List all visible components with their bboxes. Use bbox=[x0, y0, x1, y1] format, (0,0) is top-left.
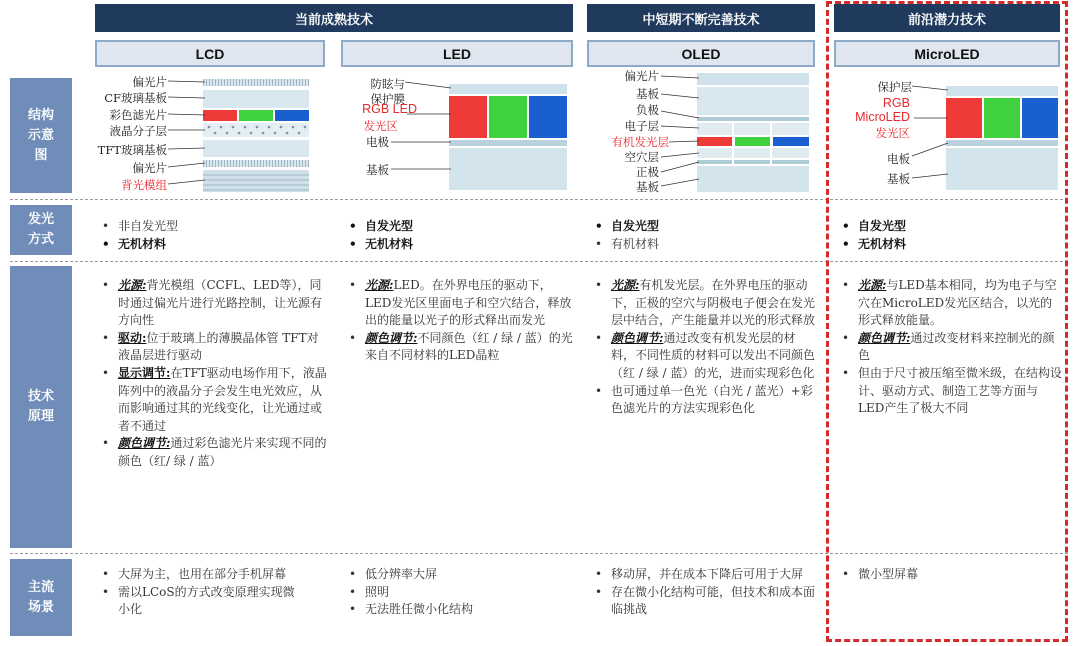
lcd-label-liquid-crystal: 液晶分子层 bbox=[109, 124, 167, 138]
tech-header-oled bbox=[587, 40, 815, 67]
principle-key: 光源: bbox=[858, 278, 887, 292]
principle-key: 颜色调节: bbox=[118, 436, 171, 451]
tech-title-lcd: LCD bbox=[195, 45, 225, 62]
principle-key: 驱动: bbox=[118, 330, 147, 345]
principle-text: 位于玻璃上的薄膜晶体管 TFT对液晶层进行驱动 bbox=[118, 330, 319, 363]
list-item: • 自发光型 bbox=[840, 218, 1060, 236]
oled-red-emitter bbox=[697, 137, 732, 146]
oled-principle-list bbox=[593, 277, 819, 418]
principle-key: 光源: bbox=[611, 278, 640, 292]
group-mature-header bbox=[95, 4, 573, 32]
oled-blue-emitter bbox=[773, 137, 809, 146]
oled-scenario-list bbox=[593, 566, 819, 619]
oled-substrate-top-layer bbox=[697, 87, 809, 115]
oled-label-polarizer: 偏光片 bbox=[624, 69, 659, 83]
lcd-cf-glass-layer bbox=[203, 90, 309, 108]
principle-key: 颜色调节: bbox=[858, 330, 911, 345]
list-item: • 有机材料 bbox=[593, 236, 813, 254]
principle-text: LED。在外界电压的驱动下，LED发光区里面电子和空穴结合，释放出的能量以光子的形式释出而发光 bbox=[365, 278, 572, 328]
row-label-emission bbox=[10, 205, 72, 255]
oled-electron-layer bbox=[697, 123, 809, 135]
lcd-label-color-filter: 彩色滤光片 bbox=[109, 108, 167, 122]
list-item: • 照明 bbox=[347, 584, 567, 602]
principle-text: 与LED基本相同，均为电子与空穴在MicroLED发光区结合，以光的形式释放能量。 bbox=[858, 278, 1057, 328]
oled-structure-diagram bbox=[587, 68, 815, 196]
led-blue-chip bbox=[529, 96, 567, 138]
led-label-electrode: 电极 bbox=[366, 135, 389, 149]
oled-label-substrate-bottom: 基板 bbox=[636, 180, 659, 194]
led-protect-film-layer bbox=[449, 84, 567, 94]
led-label-protect-1: 防眩与 bbox=[370, 77, 405, 91]
list-item bbox=[347, 277, 575, 330]
led-red-chip bbox=[449, 96, 487, 138]
led-green-chip bbox=[489, 96, 527, 138]
list-item: • 自发光型 bbox=[593, 218, 813, 236]
lcd-filter-blue bbox=[275, 110, 309, 121]
principle-text: 在TFT驱动电场作用下，液晶阵列中的液晶分子会发生电光效应，从而影响通过其的光线变化，让光通过或者不通过 bbox=[118, 365, 327, 433]
principle-text: 背光模组（CCFL、LED等），同时通过偏光片进行光路控制，让光源有方向性 bbox=[118, 278, 323, 328]
microled-label-protect: 保护层 bbox=[877, 80, 912, 94]
lcd-principle-list bbox=[100, 277, 328, 471]
row-label-principle-text: 技术原理 bbox=[27, 389, 54, 424]
lcd-tft-glass-layer bbox=[203, 140, 309, 157]
microled-label-electrode: 电板 bbox=[887, 152, 910, 166]
list-item bbox=[593, 277, 819, 330]
oled-label-substrate-top: 基板 bbox=[636, 87, 659, 101]
led-label-substrate: 基板 bbox=[366, 163, 389, 177]
principle-text: 通过改变材料来控制光的颜色 bbox=[858, 330, 1055, 363]
principle-text: 不同颜色（红 / 绿 / 蓝）的光来自不同材料的LED晶粒 bbox=[365, 330, 573, 363]
group-improving-title: 中短期不断完善技术 bbox=[642, 12, 760, 28]
lcd-scenario-list bbox=[100, 566, 300, 619]
list-item: • 低分辨率大屏 bbox=[347, 566, 567, 584]
group-frontier-title: 前沿潜力技术 bbox=[907, 12, 986, 28]
led-label-protect-2: 保护膜 bbox=[370, 92, 405, 106]
list-item: • 非自发光型 bbox=[100, 218, 320, 236]
oled-emission-list bbox=[593, 218, 813, 253]
led-structure-diagram bbox=[341, 74, 573, 196]
lcd-filter-red bbox=[203, 110, 237, 121]
group-improving-header bbox=[587, 4, 815, 32]
row-label-emission-text: 发光方式 bbox=[27, 212, 54, 247]
list-item: • 无机材料 bbox=[100, 236, 320, 254]
oled-layers-graphic bbox=[587, 68, 815, 196]
principle-key: 颜色调节: bbox=[611, 330, 664, 345]
principle-text: 通过改变有机发光层的材料，不同性质的材料可以发出不同颜色（红 / 绿 / 蓝）的光，进而实现彩色化 bbox=[611, 330, 816, 380]
list-item bbox=[100, 435, 328, 470]
principle-key: 显示调节: bbox=[118, 365, 171, 380]
principle-text: 有机发光层。在外界电压的驱动下，正极的空穴与阴极电子便会在发光层中结合，产生能量并以光的形式释放 bbox=[611, 278, 816, 328]
oled-cathode-layer bbox=[697, 117, 809, 121]
oled-anode-layer bbox=[697, 160, 809, 164]
list-item: • 自发光型 bbox=[347, 218, 567, 236]
led-electrode-layer bbox=[449, 140, 567, 146]
lcd-liquid-crystal-layer bbox=[203, 123, 309, 137]
list-item: • 无机材料 bbox=[347, 236, 567, 254]
microled-label-emit: 发光区 bbox=[875, 126, 910, 140]
led-emission-list bbox=[347, 218, 567, 253]
list-item bbox=[100, 277, 328, 330]
principle-text: 通过彩色滤光片来实现不同的颜色（红/ 绿 / 蓝） bbox=[118, 436, 327, 468]
oled-label-electron: 电子层 bbox=[624, 119, 659, 133]
tech-header-lcd bbox=[95, 40, 325, 67]
lcd-polarizer-top-layer bbox=[203, 79, 309, 86]
tech-title-led: LED bbox=[443, 45, 471, 62]
microled-label-substrate: 基板 bbox=[887, 172, 910, 186]
lcd-label-polarizer-bottom: 偏光片 bbox=[132, 161, 167, 175]
list-item: • 需以LCoS的方式改变原理实现微小化 bbox=[100, 584, 300, 619]
list-item bbox=[100, 365, 328, 435]
lcd-filter-green bbox=[239, 110, 273, 121]
led-scenario-list bbox=[347, 566, 567, 619]
oled-label-hole: 空穴层 bbox=[624, 150, 659, 164]
oled-label-cathode: 负极 bbox=[636, 103, 659, 117]
principle-key: 颜色调节: bbox=[365, 330, 418, 345]
led-principle-list bbox=[347, 277, 575, 365]
principle-key: 光源: bbox=[118, 278, 147, 292]
lcd-polarizer-bottom-layer bbox=[203, 160, 309, 167]
oled-polarizer-layer bbox=[697, 73, 809, 85]
list-item: • 无机材料 bbox=[840, 236, 1060, 254]
list-item: • 微小型屏幕 bbox=[840, 566, 1060, 584]
list-item bbox=[593, 383, 819, 418]
microled-label-micro: MicroLED bbox=[855, 110, 910, 124]
list-item: • 大屏为主，也用在部分手机屏幕 bbox=[100, 566, 300, 584]
list-item bbox=[100, 330, 328, 365]
microled-label-rgb: RGB bbox=[882, 96, 910, 110]
oled-green-emitter bbox=[735, 137, 770, 146]
row-label-scenario bbox=[10, 559, 72, 636]
list-item: • 移动屏，并在成本下降后可用于大屏 bbox=[593, 566, 819, 584]
row-label-structure bbox=[10, 78, 72, 193]
frontier-highlight-box bbox=[826, 1, 1068, 642]
oled-label-anode: 正极 bbox=[636, 165, 659, 179]
list-item bbox=[347, 330, 575, 365]
list-item bbox=[593, 330, 819, 383]
lcd-label-backlight: 背光模组 bbox=[121, 178, 167, 192]
list-item: • 无法胜任微小化结构 bbox=[347, 601, 567, 619]
lcd-backlight-layer bbox=[203, 170, 309, 192]
principle-text: 但由于尺寸被压缩至微米级，在结构设计、驱动方式、制造工艺等方面与LED产生了极大不同 bbox=[858, 365, 1063, 416]
group-mature-title: 当前成熟技术 bbox=[294, 12, 373, 28]
row-label-scenario-text: 主流场景 bbox=[27, 579, 54, 615]
tech-header-led bbox=[341, 40, 573, 67]
oled-hole-layer bbox=[697, 148, 809, 158]
principle-text: 也可通过单一色光（白光 / 蓝光）+彩色滤光片的方法实现彩色化 bbox=[611, 383, 813, 416]
tech-title-oled: OLED bbox=[681, 45, 721, 62]
oled-label-organic: 有机发光层 bbox=[611, 135, 669, 149]
led-substrate-layer bbox=[449, 148, 567, 190]
lcd-emission-list bbox=[100, 218, 320, 253]
lcd-label-tft-glass: TFT玻璃基板 bbox=[97, 143, 167, 157]
tech-title-microled: MicroLED bbox=[914, 45, 980, 62]
lcd-label-cf-glass: CF玻璃基板 bbox=[104, 91, 167, 105]
led-label-emit: 发光区 bbox=[363, 119, 398, 133]
led-label-rgb: RGB LED bbox=[362, 102, 417, 116]
oled-substrate-bottom-layer bbox=[697, 166, 809, 192]
row-label-principle bbox=[10, 266, 72, 548]
principle-key: 光源: bbox=[365, 278, 394, 292]
list-item: • 存在微小化结构可能，但技术和成本面临挑战 bbox=[593, 584, 819, 619]
lcd-label-polarizer-top: 偏光片 bbox=[132, 75, 167, 89]
row-label-structure-text: 结构示意图 bbox=[27, 107, 54, 163]
lcd-structure-diagram bbox=[95, 74, 325, 196]
